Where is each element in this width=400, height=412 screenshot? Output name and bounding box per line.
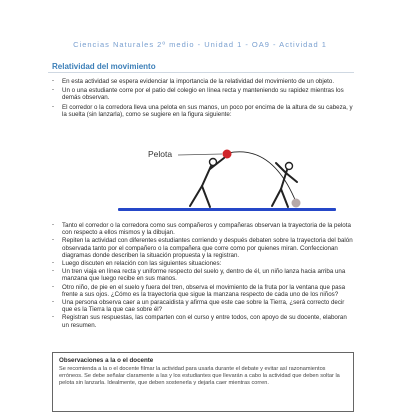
section-divider xyxy=(48,72,354,73)
list-item: - Luego discuten en relación con las siguientes situaciones: xyxy=(52,260,354,267)
runner-figure xyxy=(0,138,400,220)
list-item: - Registran sus respuestas, las comparten con el curso y entre todos, con apoyo de su docente, elaboran un resumen. xyxy=(52,314,354,328)
list-item: - En esta actividad se espera evidenciar la importancia de la relatividad del movimiento de un objeto. xyxy=(52,78,354,85)
list-item: - Un tren viaja en línea recta y uniforme respecto del suelo y, dentro de él, un niño lanza hacia arriba una manzana que luego recibe en sus manos. xyxy=(52,268,354,282)
observations-title: Observaciones a la o el docente xyxy=(59,357,154,364)
list-item: - Repiten la actividad con diferentes estudiantes corriendo y después debaten sobre la trayectoria del balón observada tanto por el compañero o la compañera que corre como por quienes miran. Confeccionan diagramas donde describen la situación propuesta y la registran. xyxy=(52,237,354,259)
steps-list xyxy=(52,222,354,330)
intro-list xyxy=(52,78,354,120)
landed-ball-icon xyxy=(292,199,301,208)
list-item: - Un o una estudiante corre por el patio del colegio en línea recta y manteniendo su rapidez mientras los demás observan. xyxy=(52,87,354,101)
list-item: - Otro niño, de pie en el suelo y fuera del tren, observa el movimiento de la fruta por la ventana que pasa frente a sus ojos. ¿Cómo es la trayectoria que sigue la manzana respecto de cada uno de los niños? xyxy=(52,284,354,298)
list-item: - El corredor o la corredora lleva una pelota en sus manos, un poco por encima de la altura de su cabeza, y la suelta (sin lanzarla), como se sugiere en la figura siguiente: xyxy=(52,104,354,118)
label-pointer xyxy=(178,154,222,155)
list-item: - Una persona observa caer a un paracaidista y afirma que este cae sobre la Tierra, ¿será correcto decir que es la Tierra la que cae sobre él? xyxy=(52,299,354,313)
ground-line xyxy=(118,208,336,211)
page-header: Ciencias Naturales 2º medio - Unidad 1 - OA9 - Actividad 1 xyxy=(73,40,327,49)
list-item: - Tanto el corredor o la corredora como sus compañeros y compañeras observan la trayectoria de la pelota con respecto a ellos mismos y la dibujan. xyxy=(52,222,354,236)
observations-box xyxy=(52,352,354,412)
figure-label: Pelota xyxy=(148,149,173,159)
observations-text: Se recomienda a la o el docente filmar la actividad para usarla durante el debate y evitar así razonamientos erróneos. Se debe señalar claramente a las y los estudiantes que llevarán a cabo la actividad que deben soltar la pelota sin lanzarla. Idealmente, que deben sostenerla y dejarla caer mientras corren. xyxy=(59,366,340,386)
section-title: Relatividad del movimiento xyxy=(52,62,156,71)
runner-1-icon xyxy=(190,158,224,207)
